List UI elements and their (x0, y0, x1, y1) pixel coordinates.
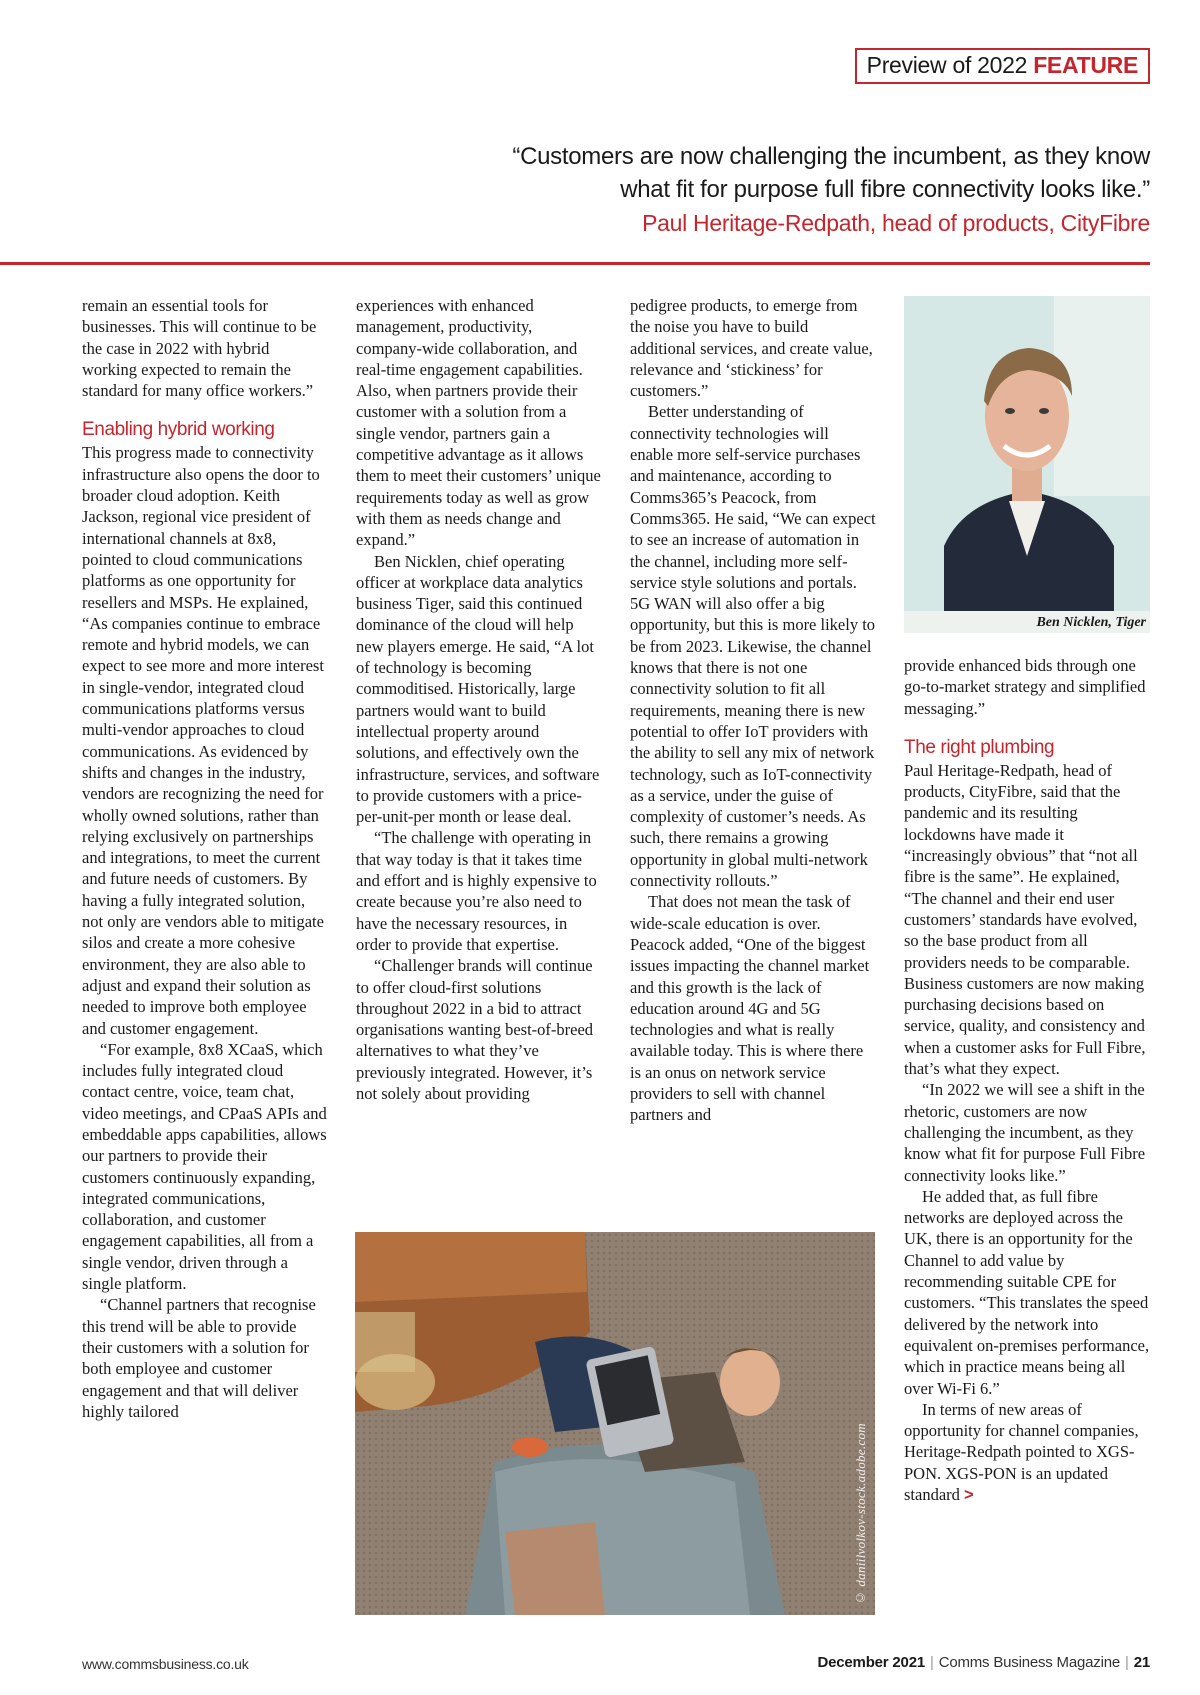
pull-quote-attribution: Paul Heritage-Redpath, head of products, CityFibre (642, 210, 1150, 236)
paragraph: pedigree products, to emerge from the noise you have to build additional services, and create value, relevance and ‘stickiness’ for customers.” (630, 296, 873, 401)
paragraph: “In 2022 we will see a shift in the rhetoric, customers are now challenging the incumbent, as they know what fit for purpose Full Fibre connectivity looks like.” (904, 1080, 1146, 1185)
continue-arrow-icon: > (964, 1485, 974, 1504)
paragraph: “For example, 8x8 XCaaS, which includes fully integrated cloud contact centre, voice, team chat, video meetings, and CPaaS APIs and embeddable apps capabilities, allows our partners to provide their customers continuously expanding, integrated communications, collaboration, and customer engagement capabilities, all from a single vendor, driven through a single platform. (82, 1039, 327, 1294)
header-divider (0, 262, 1150, 265)
section-feature-label: FEATURE (1033, 52, 1138, 78)
paragraph: “Challenger brands will continue to offer cloud-first solutions throughout 2022 in a bid to attract organisations wanting best-of-breed alternatives to what they’ve previously integrated. However, it’s not solely about providing (356, 956, 594, 1103)
portrait-photo (904, 296, 1150, 633)
article-column-3 (630, 295, 876, 1126)
paragraph (904, 1399, 1150, 1506)
paragraph: “The challenge with operating in that way today is that it takes time and effort and is highly expensive to create because you’re also need to have the necessary resources, in order to provide that expertise. (356, 828, 597, 954)
paragraph: That does not mean the task of wide-scale education is over. Peacock added, “One of the biggest issues impacting the channel market and this growth is the lack of education around 4G and 5G technologies and what is really available today. This is where there is an onus on network service providers to sell with channel partners and (630, 892, 870, 1125)
footer-issue-info (818, 1654, 1151, 1671)
paragraph-text: In terms of new areas of opportunity for channel companies, Heritage-Redpath pointed to XGS-PON. XGS-PON is an updated standard (904, 1399, 1139, 1504)
section-label (855, 48, 1150, 84)
paragraph: This progress made to connectivity infrastructure also opens the door to broader cloud adoption. Keith Jackson, regional vice president of international channels at 8x8, pointed to cloud communications platforms as one opportunity for resellers and MSPs. He explained, “As companies continue to embrace remote and hybrid models, we can expect to see more and more interest in single-vendor, integrated cloud communications platforms versus multi-vendor approaches to cloud communications. As evidenced by shifts and changes in the industry, vendors are recognizing the need for wholly owned solutions, rather than relying exclusively on partnerships and integrations, to meet the current and future needs of customers. By having a fully integrated solution, not only are vendors able to mitigate silos and create a more cohesive environment, they are also able to adjust and expand their solution as needed to improve both employee and customer engagement. (82, 443, 324, 1038)
paragraph: remain an essential tools for businesses. This will continue to be the case in 2022 with hybrid working expected to remain the standard for many office workers.” (82, 296, 317, 401)
man-with-laptop-image (355, 1232, 875, 1615)
paragraph: Paul Heritage-Redpath, head of products, CityFibre, said that the pandemic and its resulting lockdowns have made it “increasingly obvious” that “not all fibre is the same”. He explained, “The channel and their end user customers’ standards have evolved, so the base product from all providers needs to be comparable. Business customers are now making purchasing decisions based on service, quality, and consistency and when a customer asks for Full Fibre, that’s what they expect. (904, 760, 1146, 1079)
page-number: 21 (1133, 1654, 1150, 1671)
pull-quote-line-1: “Customers are now challenging the incumbent, as they know (512, 143, 1150, 170)
photo-credit: © daniilvolkov-stock.adobe.com (853, 1422, 868, 1605)
paragraph: provide enhanced bids through one go-to-market strategy and simplified messaging.” (904, 656, 1146, 718)
pull-quote-line-2: what fit for purpose full fibre connectivity looks like.” (620, 176, 1150, 203)
footer-separator: | (1125, 1654, 1129, 1671)
pull-quote (510, 140, 1150, 239)
footer-website: www.commsbusiness.co.uk (82, 1656, 249, 1672)
footer-magazine: Comms Business Magazine (938, 1654, 1120, 1671)
article-photo (355, 1232, 875, 1615)
article-column-1 (82, 295, 328, 1422)
paragraph: Better understanding of connectivity technologies will enable more self-service purchases and maintenance, according to Comms365’s Peacock, from Comms365. He said, “We can expect to see an increase of automation in the channel, including more self-service style solutions and portals. 5G WAN will also offer a big opportunity, but this is more likely to be from 2023. Likewise, the channel knows that there is not one connectivity solution to fit all requirements, meaning there is new potential to offer IoT providers with the ability to sell any mix of network technology, such as IoT-connectivity as a service, under the guise of complexity of customer’s needs. As such, there remains a growing opportunity in global multi-network connectivity rollouts.” (630, 402, 876, 891)
paragraph: experiences with enhanced management, productivity, company-wide collaboration, and real-time engagement capabilities. Also, when partners provide their customer with a solution from a single vendor, partners gain a competitive advantage as it allows them to meet their customers’ unique requirements today as well as grow with them as needs change and expand.” (356, 296, 601, 550)
subheading-the-right-plumbing: The right plumbing (904, 736, 1055, 758)
paragraph: He added that, as full fibre networks are deployed across the UK, there is an opportunity for the Channel to add value by recommending suitable CPE for customers. “This translates the speed delivered by the network into equivalent on-premises performance, which in practice means being all over Wi-Fi 6.” (904, 1186, 1150, 1398)
footer-separator: | (929, 1654, 934, 1671)
paragraph: “Channel partners that recognise this trend will be able to provide their customers with a solution for both employee and customer engagement and that will deliver highly tailored (82, 1295, 316, 1421)
section-prefix: Preview of 2022 (866, 52, 1028, 78)
portrait-image (904, 296, 1150, 633)
article-column-4 (904, 655, 1150, 1506)
paragraph: Ben Nicklen, chief operating officer at workplace data analytics business Tiger, said this continued dominance of the cloud will help new players emerge. He said, “A lot of technology is becoming commoditised. Historically, large partners would want to build intellectual property around solutions, and effectively own the infrastructure, services, and software to provide customers with a price-per-unit-per month or lease deal. (356, 551, 600, 827)
subheading-enabling-hybrid-working: Enabling hybrid working (82, 419, 275, 441)
article-column-2 (356, 295, 602, 1104)
portrait-caption: Ben Nicklen, Tiger (1036, 615, 1146, 630)
footer-date: December 2021 (817, 1654, 925, 1671)
